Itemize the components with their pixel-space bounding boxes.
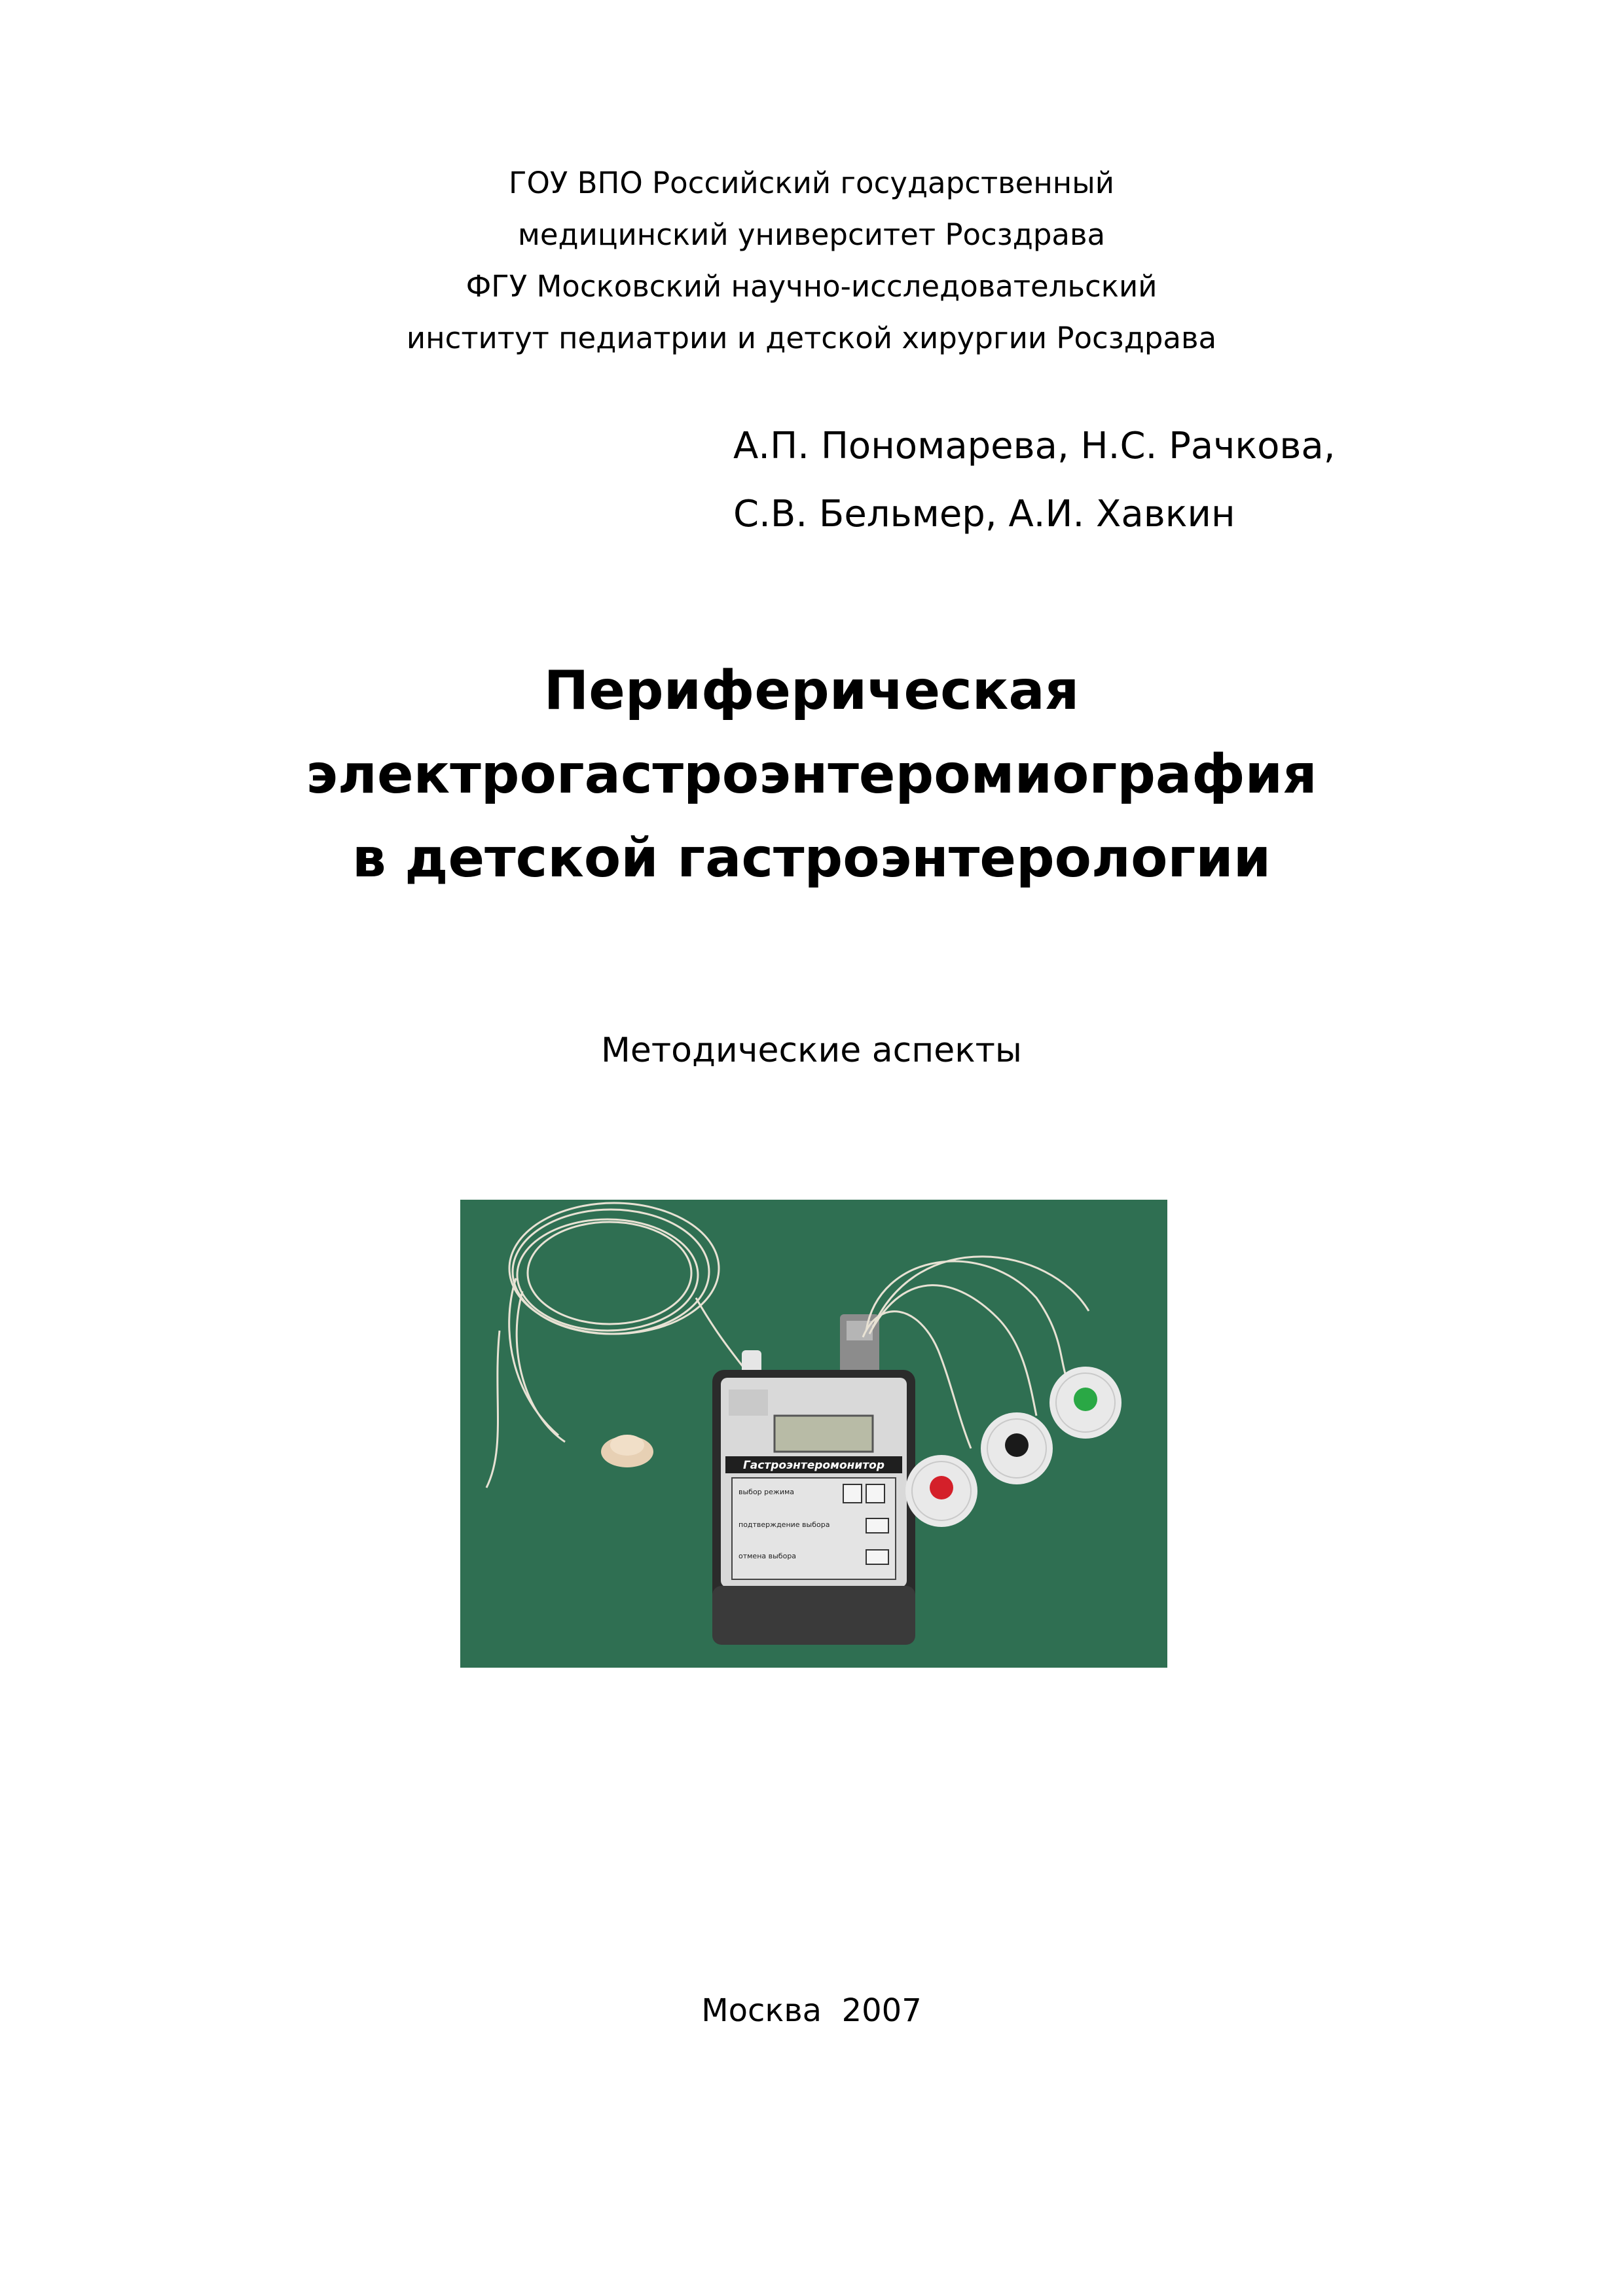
- panel-row-2: подтверждение выбора: [739, 1520, 830, 1529]
- title-line-1: Периферическая: [543, 660, 1080, 722]
- title-line-3: в детской гастроэнтерологии: [352, 827, 1271, 889]
- authors-block: [733, 412, 1336, 548]
- device-label: Гастроэнтеромонитор: [742, 1459, 885, 1472]
- monitor-device: [712, 1370, 915, 1645]
- institution-line-3: ФГУ Московский научно-исследовательский: [465, 269, 1158, 304]
- electrode-green: [1049, 1367, 1122, 1439]
- book-title: [0, 649, 1623, 901]
- institution-line-4: институт педиатрии и детской хирургии Росздрава: [406, 321, 1217, 355]
- institution-line-2: медицинский университет Росздрава: [517, 217, 1106, 252]
- authors-line-1: А.П. Пономарева, Н.С. Рачкова,: [733, 425, 1336, 467]
- institution-line-1: ГОУ ВПО Российский государственный: [509, 166, 1114, 200]
- panel-row-3: отмена выбора: [739, 1552, 797, 1560]
- book-subtitle: Методические аспекты: [601, 1031, 1022, 1070]
- device-photo: [460, 1200, 1167, 1668]
- electrode-red: [905, 1455, 977, 1527]
- panel-row-1: выбор режима: [739, 1488, 795, 1496]
- electrode-black: [981, 1412, 1053, 1484]
- institution-block: [0, 157, 1623, 364]
- device-connector: [840, 1314, 879, 1376]
- city-year: Москва 2007: [701, 1992, 922, 2029]
- authors-line-2: С.В. Бельмер, А.И. Хавкин: [733, 493, 1235, 535]
- title-line-2: электрогастроэнтеромиография: [306, 744, 1317, 806]
